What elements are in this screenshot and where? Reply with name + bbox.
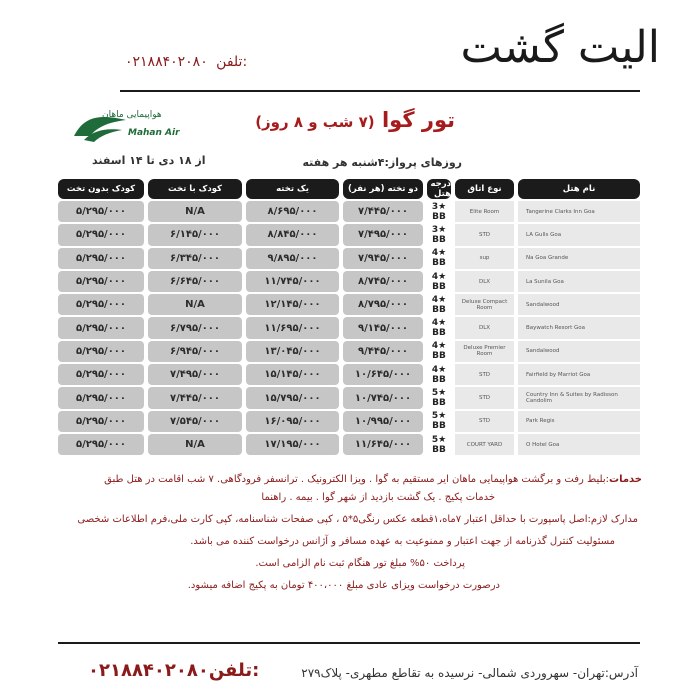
hotel-name: Na Goa Grande — [518, 248, 640, 269]
child-no-bed-price: ۵/۲۹۵/۰۰۰ — [58, 224, 144, 245]
child-bed-price: N/A — [148, 294, 242, 315]
header-room: نوع اتاق — [455, 179, 514, 199]
header-divider — [120, 90, 640, 92]
child-bed-price: ۶/۳۴۵/۰۰۰ — [148, 248, 242, 269]
table-body — [58, 200, 640, 456]
single-price: ۹/۸۹۵/۰۰۰ — [246, 248, 339, 269]
footer-divider — [58, 642, 640, 644]
hotel-star — [427, 294, 451, 315]
hotel-name: LA Gulls Goa — [518, 224, 640, 245]
child-no-bed-price: ۵/۲۹۵/۰۰۰ — [58, 387, 144, 408]
child-bed-price: ۷/۴۴۵/۰۰۰ — [148, 387, 242, 408]
table-header — [58, 178, 640, 200]
child-bed-price: ۶/۱۴۵/۰۰۰ — [148, 224, 242, 245]
double-price: ۱۰/۷۴۵/۰۰۰ — [343, 387, 423, 408]
single-price: ۱۵/۷۹۵/۰۰۰ — [246, 387, 339, 408]
double-price: ۷/۴۴۵/۰۰۰ — [343, 201, 423, 222]
board-type: BB — [432, 304, 446, 315]
board-type: BB — [432, 398, 446, 409]
double-price: ۱۰/۹۹۵/۰۰۰ — [343, 411, 423, 432]
header-phone[interactable] — [125, 54, 247, 70]
table-row — [58, 340, 640, 363]
header-phone-label: تلفن: — [216, 54, 248, 70]
board-type: BB — [432, 234, 446, 245]
table-row — [58, 270, 640, 293]
double-price: ۷/۴۹۵/۰۰۰ — [343, 224, 423, 245]
hotel-name: Fairfield by Marriot Goa — [518, 364, 640, 385]
board-type: BB — [432, 351, 446, 362]
single-price: ۱۱/۷۴۵/۰۰۰ — [246, 271, 339, 292]
hotel-name: Sandalwood — [518, 294, 640, 315]
visa-line: درصورت درخواست ویزای عادی مبلغ ۴۰۰،۰۰۰ تومان به پکیج اضافه میشود. — [187, 580, 500, 591]
brand-title: الیت گشت — [460, 22, 660, 73]
child-bed-price: ۶/۹۴۵/۰۰۰ — [148, 341, 242, 362]
room-type: DLX — [455, 271, 514, 292]
hotel-name: Tangerine Clarks Inn Goa — [518, 201, 640, 222]
table-row — [58, 410, 640, 433]
table-row — [58, 363, 640, 386]
documents-line: مدارک لازم:اصل پاسپورت با حداقل اعتبار ۷ماه،۱قطعه عکس رنگی۵*۵ ، کپی صفحات شناسنامه، کپی کارت ملی،فرم اطلاعات شخصی — [77, 514, 638, 525]
double-price: ۹/۴۴۵/۰۰۰ — [343, 341, 423, 362]
hotel-star — [427, 364, 451, 385]
header-single: یک تخته — [246, 179, 339, 199]
child-no-bed-price: ۵/۲۹۵/۰۰۰ — [58, 341, 144, 362]
tour-name: تور گوا — [381, 108, 455, 132]
table-row — [58, 223, 640, 246]
child-no-bed-price: ۵/۲۹۵/۰۰۰ — [58, 434, 144, 455]
room-type: Deluxe Premier Room — [455, 341, 514, 362]
double-price: ۹/۱۴۵/۰۰۰ — [343, 317, 423, 338]
room-type: Deluxe Compact Room — [455, 294, 514, 315]
header-child-no-bed: کودک بدون تخت — [58, 179, 144, 199]
payment-line: پرداخت ۵۰% مبلغ تور هنگام ثبت نام الزامی است. — [255, 558, 465, 569]
single-price: ۸/۸۴۵/۰۰۰ — [246, 224, 339, 245]
header-star: درجه هتل — [427, 179, 451, 199]
single-price: ۱۳/۰۴۵/۰۰۰ — [246, 341, 339, 362]
table-row — [58, 293, 640, 316]
double-price: ۸/۷۴۵/۰۰۰ — [343, 271, 423, 292]
tour-title — [255, 108, 455, 132]
mahan-air-logo — [70, 110, 200, 146]
airline-name-fa: هواپیمایی ماهان — [102, 110, 162, 120]
child-bed-price: ۷/۵۴۵/۰۰۰ — [148, 411, 242, 432]
child-no-bed-price: ۵/۲۹۵/۰۰۰ — [58, 294, 144, 315]
hotel-star — [427, 387, 451, 408]
room-type: Elite Room — [455, 201, 514, 222]
room-type: DLX — [455, 317, 514, 338]
hotel-star — [427, 271, 451, 292]
responsibility-line: مسئولیت کنترل گذرنامه از جهت اعتبار و ممنوعیت به عهده مسافر و آژانس درخواست کننده می باشد. — [190, 536, 615, 547]
child-bed-price: ۶/۷۹۵/۰۰۰ — [148, 317, 242, 338]
header-hotel: نام هتل — [518, 179, 640, 199]
single-price: ۱۵/۱۴۵/۰۰۰ — [246, 364, 339, 385]
star-rating: 3★ — [431, 201, 447, 212]
child-bed-price: ۷/۴۹۵/۰۰۰ — [148, 364, 242, 385]
double-price: ۸/۷۹۵/۰۰۰ — [343, 294, 423, 315]
star-rating: 4★ — [431, 294, 447, 305]
child-no-bed-price: ۵/۲۹۵/۰۰۰ — [58, 411, 144, 432]
price-table — [58, 178, 640, 456]
star-rating: 4★ — [431, 364, 447, 375]
board-type: BB — [432, 444, 446, 455]
board-type: BB — [432, 258, 446, 269]
board-type: BB — [432, 421, 446, 432]
room-type: COURT YARD — [455, 434, 514, 455]
table-row — [58, 386, 640, 409]
child-bed-price: N/A — [148, 201, 242, 222]
star-rating: 4★ — [431, 341, 447, 352]
footer-address: آدرس:تهران- سهروردی شمالی- نرسیده به تقاطع مطهری- پلاک۲۷۹ — [301, 666, 638, 680]
hotel-star — [427, 341, 451, 362]
hotel-star — [427, 434, 451, 455]
hotel-name: Park Regis — [518, 411, 640, 432]
star-rating: 3★ — [431, 224, 447, 235]
services-text-1: :بلیط رفت و برگشت هواپیمایی ماهان ایر مستقیم به گوا . ویزا الکترونیک . ترانسفر فرودگاهی. ۷ شب اقامت در هتل طبق — [104, 474, 610, 485]
hotel-name: La Sunila Goa — [518, 271, 640, 292]
star-rating: 5★ — [431, 434, 447, 445]
hotel-name: Baywatch Resort Goa — [518, 317, 640, 338]
date-range: از ۱۸ دی تا ۱۴ اسفند — [92, 154, 206, 167]
child-no-bed-price: ۵/۲۹۵/۰۰۰ — [58, 201, 144, 222]
footer-phone-label: تلفن: — [208, 660, 260, 681]
room-type: STD — [455, 364, 514, 385]
single-price: ۱۱/۶۹۵/۰۰۰ — [246, 317, 339, 338]
hotel-name: O Hotel Goa — [518, 434, 640, 455]
child-no-bed-price: ۵/۲۹۵/۰۰۰ — [58, 317, 144, 338]
star-rating: 4★ — [431, 271, 447, 282]
hotel-star — [427, 248, 451, 269]
board-type: BB — [432, 328, 446, 339]
services-title: خدمات — [609, 474, 642, 485]
double-price: ۱۰/۶۴۵/۰۰۰ — [343, 364, 423, 385]
single-price: ۱۷/۱۹۵/۰۰۰ — [246, 434, 339, 455]
star-rating: 5★ — [431, 411, 447, 422]
hotel-star — [427, 317, 451, 338]
hotel-name: Sandalwood — [518, 341, 640, 362]
board-type: BB — [432, 374, 446, 385]
single-price: ۱۲/۱۴۵/۰۰۰ — [246, 294, 339, 315]
hotel-star — [427, 224, 451, 245]
star-rating: 4★ — [431, 318, 447, 329]
airline-name-en: Mahan Air — [128, 128, 180, 138]
single-price: ۸/۶۹۵/۰۰۰ — [246, 201, 339, 222]
table-row — [58, 316, 640, 339]
child-no-bed-price: ۵/۲۹۵/۰۰۰ — [58, 248, 144, 269]
double-price: ۷/۹۴۵/۰۰۰ — [343, 248, 423, 269]
board-type: BB — [432, 211, 446, 222]
header-child-bed: کودک با تخت — [148, 179, 242, 199]
services-line-2: خدمات پکیج . یک گشت بازدید از شهر گوا . بیمه . راهنما — [261, 492, 495, 503]
header-phone-number: ۰۲۱۸۸۴۰۲۰۸۰ — [125, 54, 208, 70]
room-type: sup — [455, 248, 514, 269]
star-rating: 5★ — [431, 388, 447, 399]
table-row — [58, 433, 640, 456]
hotel-star — [427, 411, 451, 432]
child-bed-price: ۶/۶۴۵/۰۰۰ — [148, 271, 242, 292]
child-no-bed-price: ۵/۲۹۵/۰۰۰ — [58, 364, 144, 385]
tour-duration: (۷ شب و ۸ روز) — [255, 113, 375, 131]
hotel-star — [427, 201, 451, 222]
hotel-name: Country Inn & Suites by Radisson Candolim — [518, 387, 640, 408]
room-type: STD — [455, 387, 514, 408]
room-type: STD — [455, 411, 514, 432]
room-type: STD — [455, 224, 514, 245]
flight-days: روزهای پرواز:۴شنبه هر هفته — [302, 156, 462, 169]
footer-phone-number: ۰۲۱۸۸۴۰۲۰۸۰ — [88, 660, 209, 681]
double-price: ۱۱/۶۴۵/۰۰۰ — [343, 434, 423, 455]
star-rating: 4★ — [431, 248, 447, 259]
table-row — [58, 247, 640, 270]
footer-phone[interactable] — [88, 660, 259, 681]
header-double: دو تخته (هر نفر) — [343, 179, 423, 199]
board-type: BB — [432, 281, 446, 292]
child-no-bed-price: ۵/۲۹۵/۰۰۰ — [58, 271, 144, 292]
child-bed-price: N/A — [148, 434, 242, 455]
single-price: ۱۶/۰۹۵/۰۰۰ — [246, 411, 339, 432]
table-row — [58, 200, 640, 223]
services-line-1 — [52, 470, 642, 490]
